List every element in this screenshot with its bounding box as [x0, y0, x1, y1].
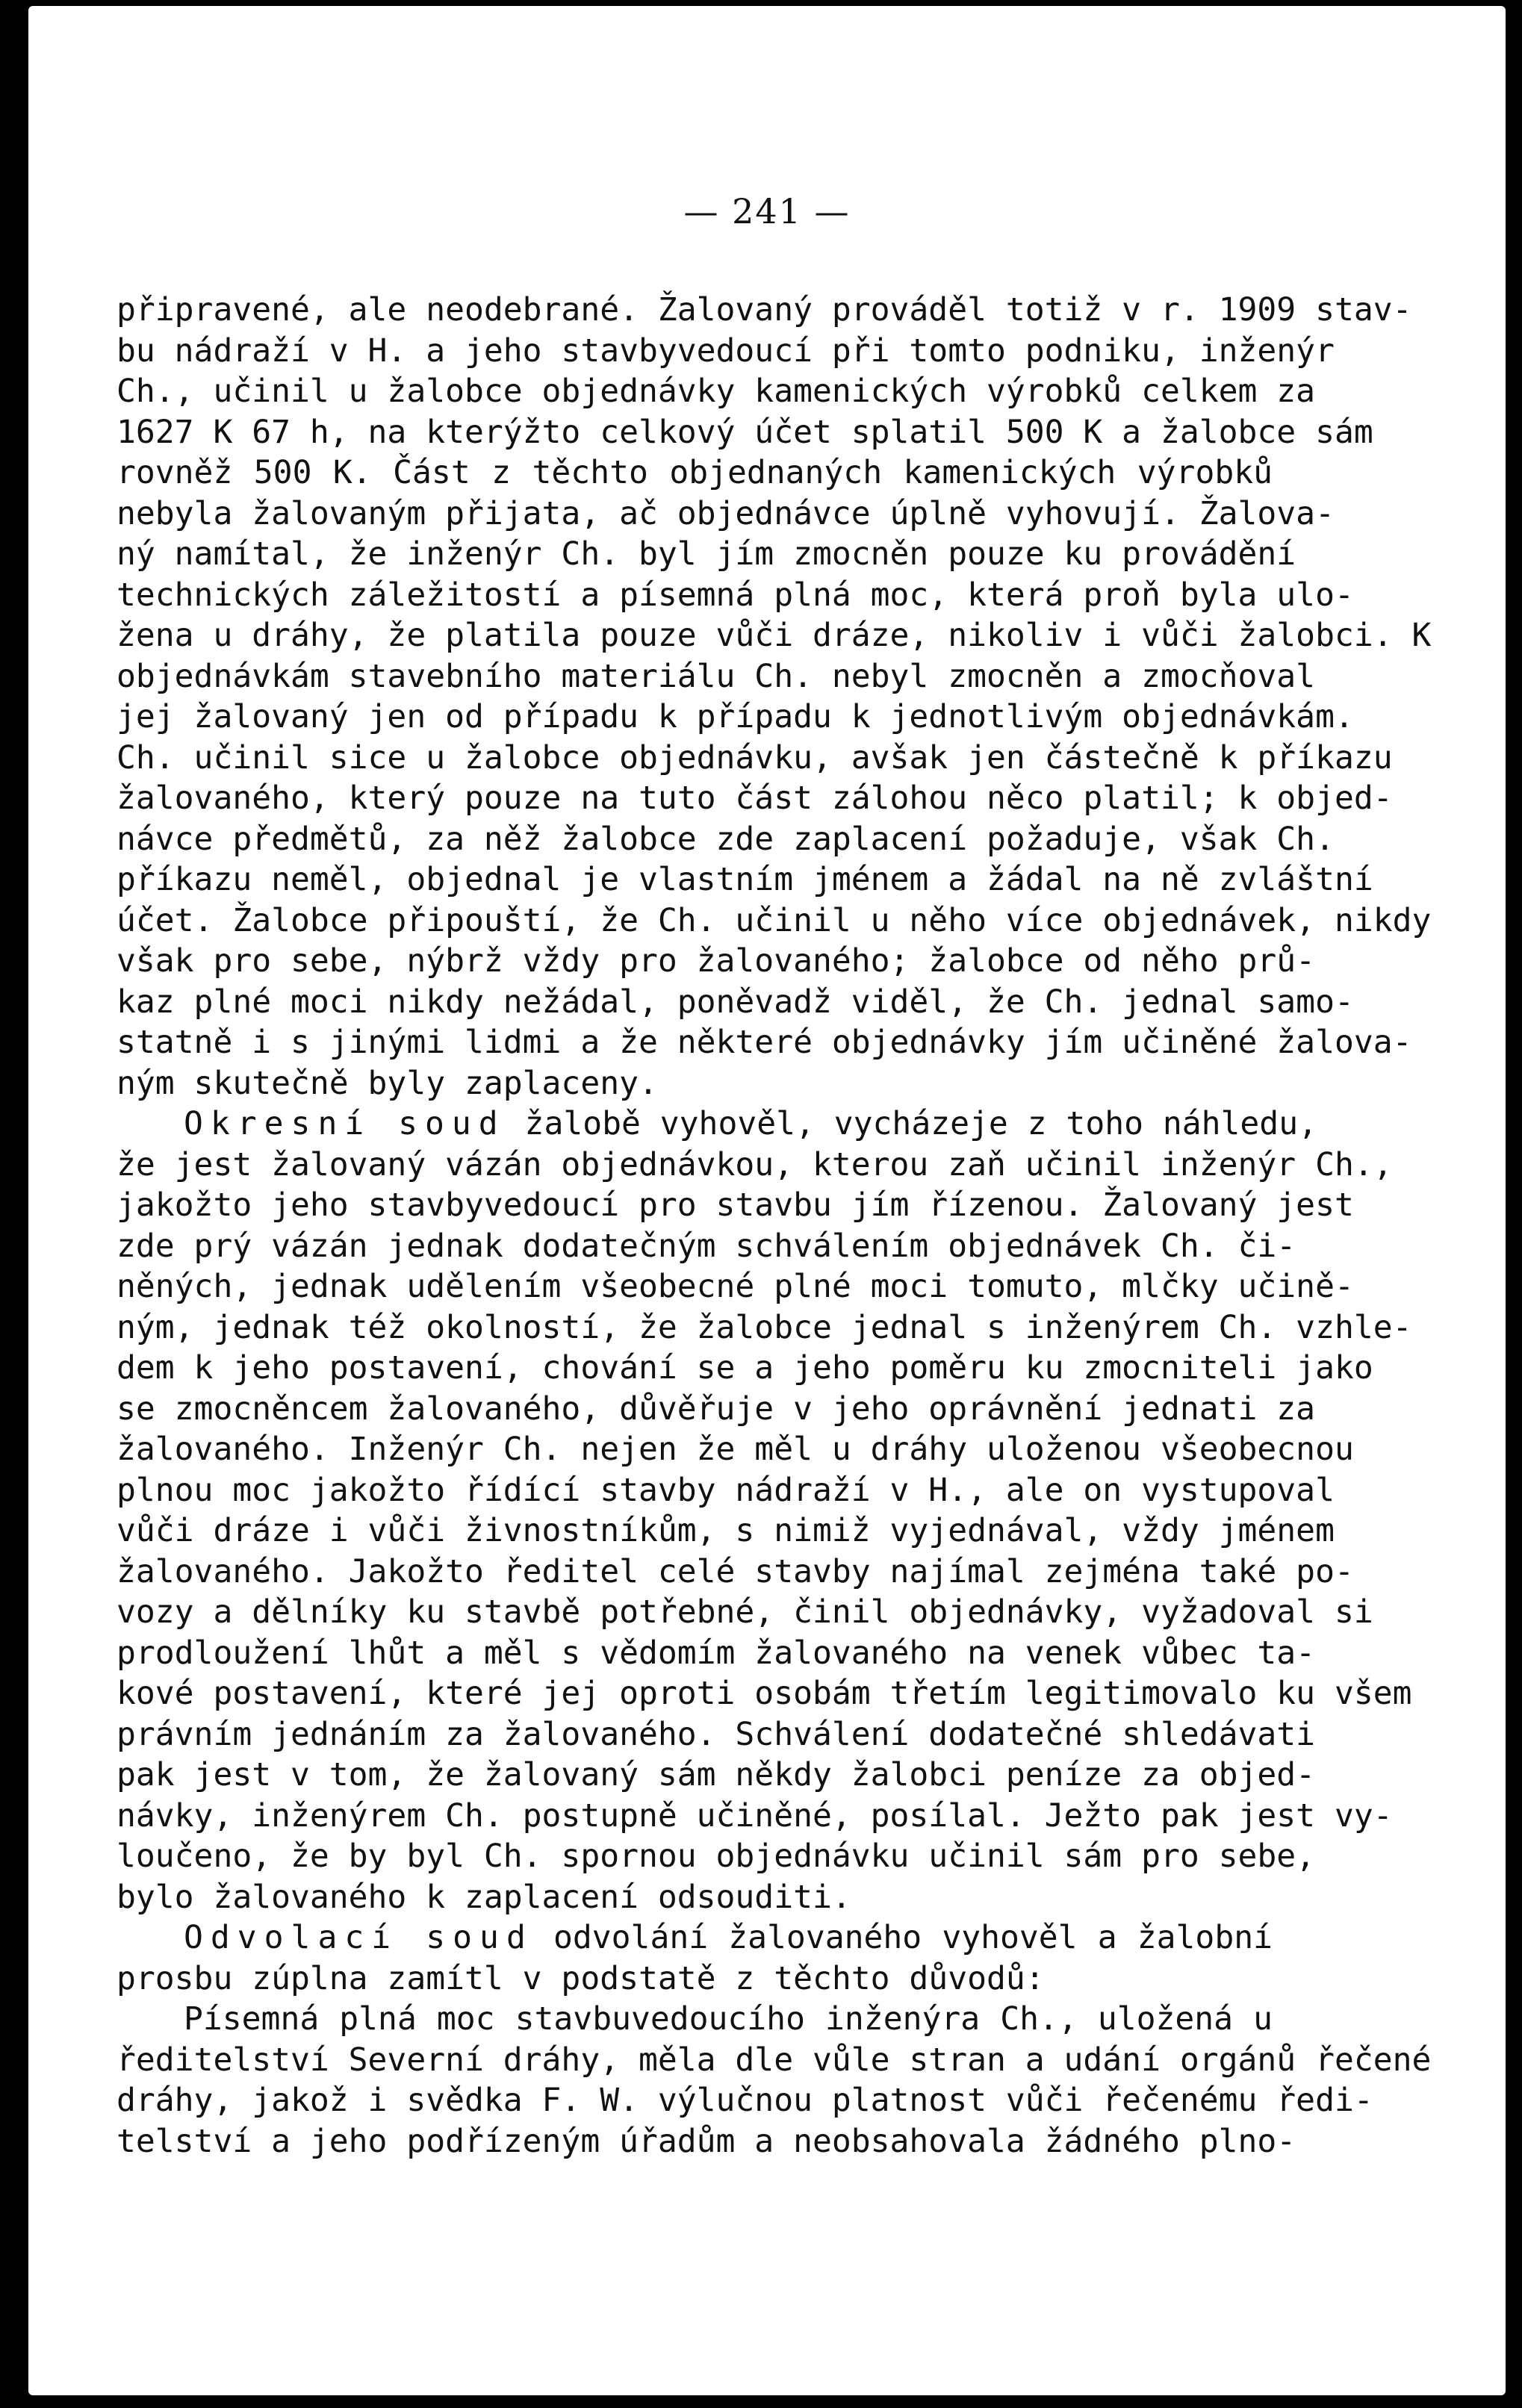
text-line: že jest žalovaný vázán objednávkou, kterou zaň učinil inženýr Ch., — [117, 1145, 1393, 1183]
text-line: návce předmětů, za něž žalobce zde zaplacení požaduje, však Ch. — [117, 820, 1335, 858]
text-line: účet. Žalobce připouští, že Ch. učinil u něho více objednávek, nikdy — [117, 901, 1432, 939]
text-line — [117, 1104, 1317, 1145]
text-line: něných, jednak udělením všeobecné plné moci tomuto, mlčky učině- — [117, 1268, 1354, 1305]
text-line: právním jednáním za žalovaného. Schválení dodatečné shledávati — [117, 1715, 1316, 1753]
text-line: dem k jeho postavení, chování se a jeho poměru ku zmocniteli jako — [117, 1349, 1373, 1387]
text-line: bu nádraží v H. a jeho stavbyvedoucí při tomto podniku, inženýr — [117, 332, 1335, 370]
text-line: prodloužení lhůt a měl s vědomím žalovaného na venek vůbec ta- — [117, 1634, 1316, 1672]
text-line: ředitelství Severní dráhy, měla dle vůle stran a udání orgánů řečené — [117, 2041, 1432, 2079]
text-line: Písemná plná moc stavbuvedoucího inženýra Ch., uložená u — [184, 2000, 1273, 2038]
court-name-odvolaci-soud: Odvolací soud — [184, 1919, 533, 1956]
text-line: připravené, ale neodebrané. Žalovaný prováděl totiž v r. 1909 stav- — [117, 291, 1412, 329]
text-line: ný namítal, že inženýr Ch. byl jím zmocněn pouze ku provádění — [117, 535, 1296, 573]
text-line: vůči dráze i vůči živnostníkům, s nimiž vyjednával, vždy jménem — [117, 1512, 1335, 1549]
text-line: statně i s jinými lidmi a že některé objednávky jím učiněné žalova- — [117, 1024, 1412, 1061]
text-line — [117, 1917, 1273, 1959]
book-page — [28, 6, 1506, 2395]
text-line: příkazu neměl, objednal je vlastním jménem a žádal na ně zvláštní — [117, 861, 1373, 898]
text-line: telství a jeho podřízeným úřadům a neobsahovala žádného plno- — [117, 2122, 1296, 2160]
text-line: zde prý vázán jednak dodatečným schválením objednávek Ch. či- — [117, 1227, 1296, 1265]
text-line: objednávkám stavebního materiálu Ch. nebyl zmocněn a zmocňoval — [117, 657, 1316, 695]
text-line: plnou moc jakožto řídící stavby nádraží v H., ale on vystupoval — [117, 1471, 1335, 1509]
text-line: bylo žalovaného k zaplacení odsouditi. — [117, 1878, 851, 1916]
text-line: se zmocněncem žalovaného, důvěřuje v jeho oprávnění jednati za — [117, 1390, 1316, 1428]
text-line: kové postavení, které jej oproti osobám třetím legitimovalo ku všem — [117, 1675, 1412, 1712]
page-body — [117, 290, 1432, 2162]
text-line: rovněž 500 K. Část z těchto objednaných kamenických výrobků — [117, 454, 1273, 491]
text-line: jej žalovaný jen od případu k případu k jednotlivým objednávkám. — [117, 698, 1354, 735]
paragraph-3 — [117, 1917, 1273, 1999]
text-line: však pro sebe, nýbrž vždy pro žalovaného; žalobce od něho prů- — [117, 942, 1316, 980]
text-line: ným, jednak též okolností, že žalobce jednal s inženýrem Ch. vzhle- — [117, 1308, 1412, 1346]
paragraph-4 — [117, 1999, 1432, 2162]
text-line: žena u dráhy, že platila pouze vůči dráze, nikoliv i vůči žalobci. K — [117, 617, 1432, 654]
text-line: pak jest v tom, že žalovaný sám někdy žalobci peníze za objed- — [117, 1756, 1316, 1793]
paragraph-2 — [117, 1104, 1412, 1917]
court-name-okresni-soud: Okresní soud — [184, 1105, 506, 1142]
text-line: loučeno, že by byl Ch. spornou objednávku učinil sám pro sebe, — [117, 1838, 1316, 1875]
text-fragment: odvolání žalovaného vyhověl a žalobní — [532, 1919, 1273, 1956]
text-line: nebyla žalovaným přijata, ač objednávce úplně vyhovují. Žalova- — [117, 494, 1335, 532]
text-line: 1627 K 67 h, na kterýžto celkový účet splatil 500 K a žalobce sám — [117, 413, 1373, 451]
paragraph-1 — [117, 290, 1432, 1104]
text-line: technických záležitostí a písemná plná moc, která proň byla ulo- — [117, 576, 1354, 614]
text-line: návky, inženýrem Ch. postupně učiněné, posílal. Ježto pak jest vy- — [117, 1796, 1393, 1835]
text-line: vozy a dělníky ku stavbě potřebné, činil objednávky, vyžadoval si — [117, 1593, 1373, 1631]
text-line: dráhy, jakož i svědka F. W. výlučnou platnost vůči řečenému ředi- — [117, 2082, 1373, 2119]
text-line: žalovaného. Inženýr Ch. nejen že měl u dráhy uloženou všeobecnou — [117, 1431, 1354, 1468]
text-line: žalovaného. Jakožto ředitel celé stavby najímal zejména také po- — [117, 1552, 1354, 1590]
page-number: — 241 — — [683, 191, 851, 231]
text-line: kaz plné moci nikdy nežádal, poněvadž viděl, že Ch. jednal samo- — [117, 983, 1354, 1021]
text-fragment: žalobě vyhověl, vycházeje z toho náhledu, — [505, 1105, 1317, 1142]
text-line: Ch. učinil sice u žalobce objednávku, avšak jen částečně k příkazu — [117, 738, 1393, 777]
text-line: Ch., učinil u žalobce objednávky kamenických výrobků celkem za — [117, 373, 1316, 410]
text-line: ným skutečně byly zaplaceny. — [117, 1064, 658, 1102]
text-line: žalovaného, který pouze na tuto část zálohou něco platil; k objed- — [117, 780, 1393, 817]
text-line: jakožto jeho stavbyvedoucí pro stavbu jím řízenou. Žalovaný jest — [117, 1186, 1354, 1224]
text-line: prosbu zúplna zamítl v podstatě z těchto důvodů: — [117, 1959, 1045, 1997]
